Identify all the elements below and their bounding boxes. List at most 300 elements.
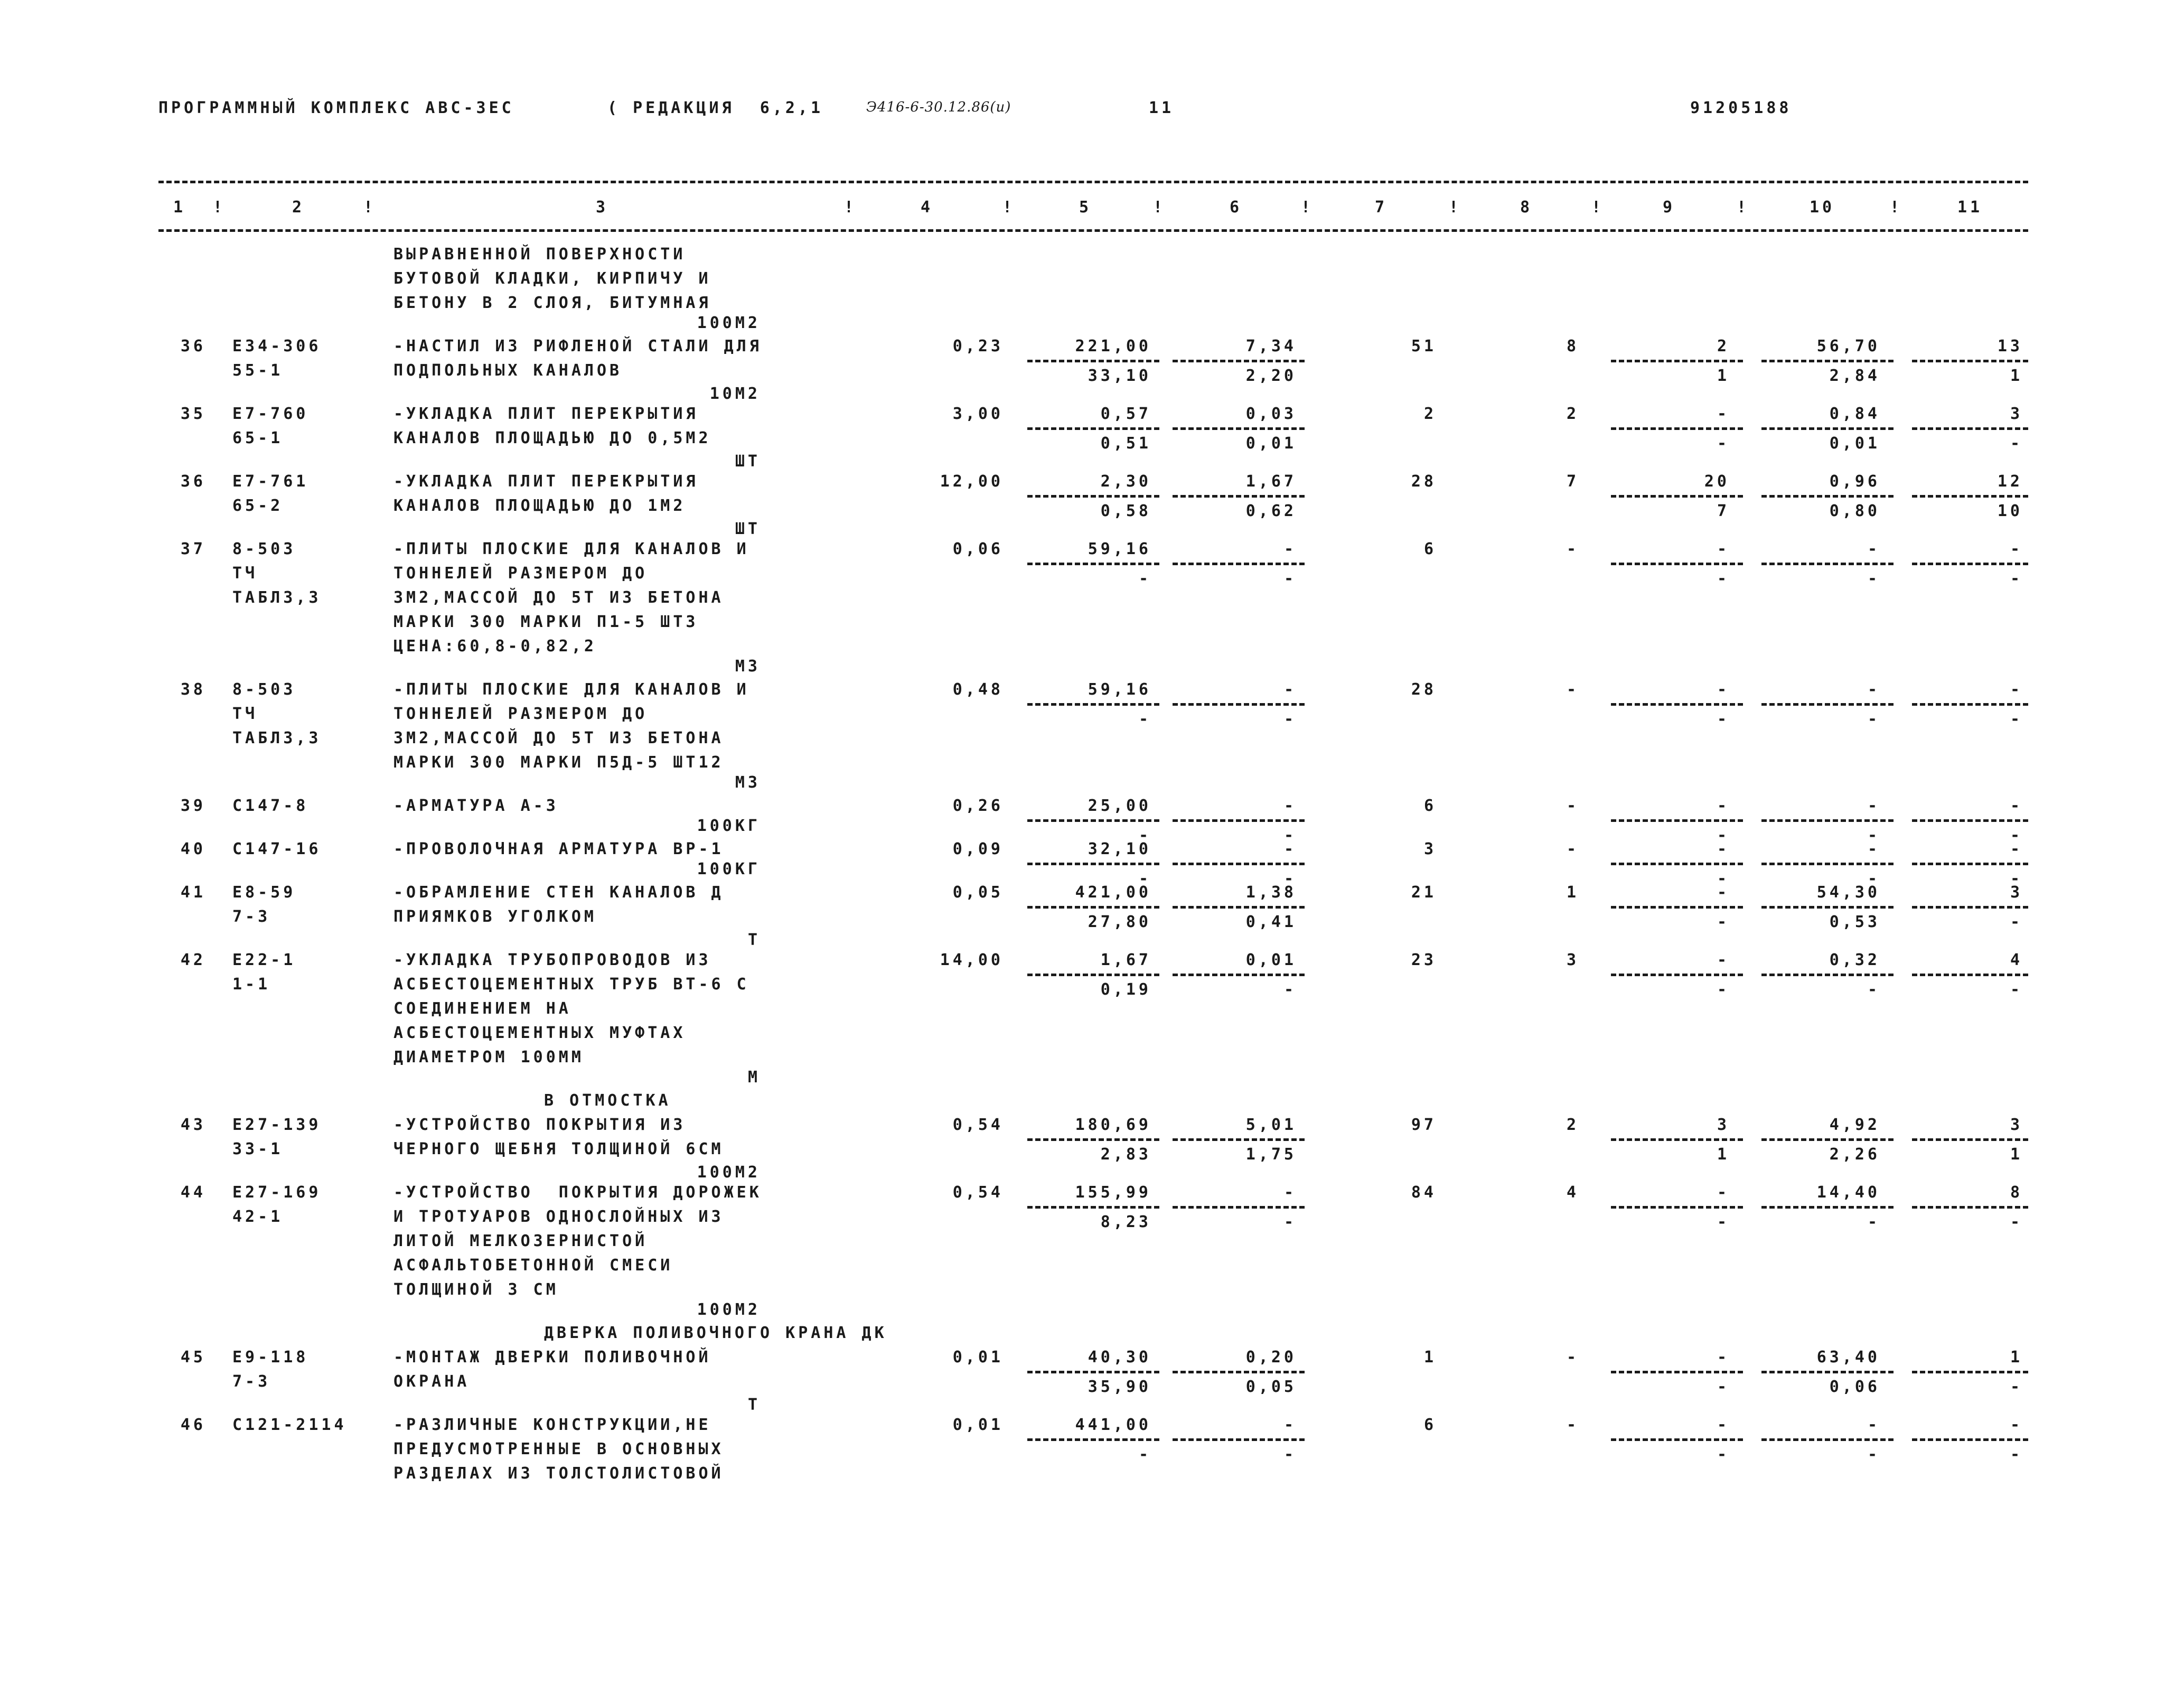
labour-hours-total: - <box>2010 840 2023 858</box>
edition-label: ( РЕДАКЦИЯ 6,2,1 <box>607 99 824 117</box>
subtotal-dash-line <box>1027 906 1159 909</box>
total-cost: 84 <box>1411 1183 1437 1202</box>
machine-total: - <box>1717 1416 1730 1434</box>
column-header-3: 3 <box>595 198 609 217</box>
subtotal-dash-line <box>1761 974 1894 976</box>
subtotal-dash-line <box>1027 1438 1159 1441</box>
work-description: ПРЕДУСМОТРЕННЫЕ В ОСНОВНЫХ <box>393 1440 724 1458</box>
row-number: 42 <box>180 951 206 969</box>
total-cost: 51 <box>1411 337 1437 355</box>
section-heading: ДВЕРКА ПОЛИВОЧНОГО КРАНА ДК <box>544 1324 887 1342</box>
rate-code: 7-3 <box>232 1372 271 1391</box>
rate-code: 65-2 <box>232 497 284 515</box>
subtotal-dash-line <box>1173 1438 1305 1441</box>
unit-cost: 59,16 <box>1088 540 1151 558</box>
unit-machine-wage: - <box>1283 1445 1297 1464</box>
unit-wage: - <box>1138 1445 1151 1464</box>
unit-wage: - <box>1138 710 1151 728</box>
quantity: 3,00 <box>952 405 1004 423</box>
labour-total: 8 <box>1566 337 1579 355</box>
unit-cost: 0,57 <box>1100 405 1151 423</box>
rate-code: 7-3 <box>232 908 271 926</box>
subtotal-dash-line <box>1611 703 1743 706</box>
unit-wage: 0,58 <box>1100 502 1151 520</box>
work-description: -МОНТАЖ ДВЕРКИ ПОЛИВОЧНОЙ <box>393 1348 711 1367</box>
unit-machine-cost: - <box>1283 540 1297 558</box>
header-rule-bottom <box>158 229 2028 232</box>
unit-of-measure: М3 <box>735 657 761 676</box>
unit-machine-wage: 0,62 <box>1245 502 1297 520</box>
unit-machine-wage: - <box>1283 980 1297 999</box>
unit-wage: - <box>1138 569 1151 588</box>
subtotal-dash-line <box>1027 427 1159 430</box>
rate-code: ТАБЛ3,3 <box>232 588 322 607</box>
subtotal-dash-line <box>1761 360 1894 362</box>
unit-of-measure: 100КГ <box>697 860 761 878</box>
labour-hours-total: - <box>2010 540 2023 558</box>
column-separator: ! <box>1300 198 1314 217</box>
unit-of-measure: 100М2 <box>697 1163 761 1182</box>
unit-of-measure: Т <box>747 1396 761 1414</box>
rate-code: ТАБЛ3,3 <box>232 729 322 747</box>
rate-code: Е22-1 <box>232 951 296 969</box>
subtotal-dash-line <box>1611 974 1743 976</box>
unit-of-measure: М <box>747 1068 761 1087</box>
subtotal-dash-line <box>1027 1206 1159 1209</box>
work-description: КАНАЛОВ ПЛОЩАДЬЮ ДО 1М2 <box>393 497 686 515</box>
work-description: ЧЕРНОГО ЩЕБНЯ ТОЛЩИНОЙ 6СМ <box>393 1140 724 1158</box>
total-cost: 28 <box>1411 680 1437 699</box>
rate-code: 33-1 <box>232 1140 284 1158</box>
labour-total: - <box>1566 1416 1579 1434</box>
rate-code: Е7-761 <box>232 472 309 491</box>
quantity: 0,26 <box>952 797 1004 815</box>
column-separator: ! <box>1889 198 1903 217</box>
unit-machine-wage: - <box>1283 710 1297 728</box>
unit-cost: 180,69 <box>1075 1116 1151 1134</box>
unit-wage: 0,19 <box>1100 980 1151 999</box>
header-rule-top <box>158 181 2028 183</box>
unit-of-measure: М3 <box>735 773 761 792</box>
subtotal-dash-line <box>1761 495 1894 498</box>
unit-machine-wage: 0,41 <box>1245 913 1297 931</box>
subtotal-dash-line <box>1611 1206 1743 1209</box>
rate-code: С147-16 <box>232 840 322 858</box>
unit-of-measure: 10М2 <box>709 385 761 403</box>
machine-hours-total: - <box>2010 913 2023 931</box>
subtotal-dash-line <box>1611 563 1743 565</box>
machine-hours-total: 10 <box>1997 502 2023 520</box>
unit-of-measure: ШТ <box>735 520 761 538</box>
quantity: 14,00 <box>940 951 1004 969</box>
labour-hours: 0,84 <box>1829 405 1880 423</box>
unit-machine-cost: 5,01 <box>1245 1116 1297 1134</box>
labour-hours: - <box>1867 797 1880 815</box>
work-description: ТОННЕЛЕЙ РАЗМЕРОМ ДО <box>393 705 648 723</box>
column-header-11: 11 <box>1957 198 1983 217</box>
machine-hours: 0,80 <box>1829 502 1880 520</box>
work-description: МАРКИ 300 МАРКИ П5Д-5 ШТ12 <box>393 753 724 772</box>
subtotal-dash-line <box>1761 1206 1894 1209</box>
work-description: РАЗДЕЛАХ ИЗ ТОЛСТОЛИСТОВОЙ <box>393 1464 724 1483</box>
machine-hours-total: - <box>2010 1213 2023 1231</box>
total-cost: 6 <box>1423 540 1437 558</box>
column-separator: ! <box>1591 198 1605 217</box>
unit-machine-wage: 1,75 <box>1245 1145 1297 1164</box>
machine-total: 3 <box>1717 1116 1730 1134</box>
work-description: ПРИЯМКОВ УГОЛКОМ <box>393 908 597 926</box>
quantity: 0,01 <box>952 1348 1004 1367</box>
machine-hours: - <box>1867 710 1880 728</box>
machine-total: - <box>1717 680 1730 699</box>
unit-machine-cost: - <box>1283 1183 1297 1202</box>
unit-machine-wage: - <box>1283 869 1297 888</box>
subtotal-dash-line <box>1611 360 1743 362</box>
work-description: КАНАЛОВ ПЛОЩАДЬЮ ДО 0,5М2 <box>393 429 711 447</box>
labour-total: - <box>1566 680 1579 699</box>
column-separator: ! <box>1448 198 1462 217</box>
column-separator: ! <box>1736 198 1750 217</box>
machine-wage-total: - <box>1717 1213 1730 1231</box>
unit-of-measure: 100М2 <box>697 314 761 332</box>
unit-machine-cost: - <box>1283 1416 1297 1434</box>
unit-cost: 59,16 <box>1088 680 1151 699</box>
column-header-6: 6 <box>1229 198 1243 217</box>
machine-total: - <box>1717 405 1730 423</box>
subtotal-dash-line <box>1912 1371 2028 1373</box>
total-cost: 28 <box>1411 472 1437 491</box>
subtotal-dash-line <box>1912 906 2028 909</box>
work-description: ЦЕНА:60,8-0,82,2 <box>393 637 597 656</box>
work-description: МАРКИ 300 МАРКИ П1-5 ШТ3 <box>393 613 699 631</box>
row-number: 45 <box>180 1348 206 1367</box>
column-separator: ! <box>1002 198 1016 217</box>
labour-hours: - <box>1867 680 1880 699</box>
rate-code: 8-503 <box>232 680 296 699</box>
subtotal-dash-line <box>1611 495 1743 498</box>
work-description: -РАЗЛИЧНЫЕ КОНСТРУКЦИИ,НЕ <box>393 1416 711 1434</box>
work-description: -ПРОВОЛОЧНАЯ АРМАТУРА ВР-1 <box>393 840 724 858</box>
column-header-2: 2 <box>292 198 305 217</box>
work-description: БЕТОНУ В 2 СЛОЯ, БИТУМНАЯ <box>393 294 711 312</box>
rate-code: Е9-118 <box>232 1348 309 1367</box>
unit-machine-cost: 1,67 <box>1245 472 1297 491</box>
unit-machine-wage: 0,05 <box>1245 1378 1297 1396</box>
page-number: 11 <box>1149 99 1175 117</box>
column-header-8: 8 <box>1520 198 1533 217</box>
work-description: -АРМАТУРА А-3 <box>393 797 559 815</box>
row-number: 35 <box>180 405 206 423</box>
unit-wage: 35,90 <box>1088 1378 1151 1396</box>
unit-machine-cost: 0,03 <box>1245 405 1297 423</box>
rate-code: Е34-306 <box>232 337 322 355</box>
work-description: ПОДПОЛЬНЫХ КАНАЛОВ <box>393 361 623 380</box>
subtotal-dash-line <box>1173 819 1305 822</box>
machine-hours-total: 1 <box>2010 1145 2023 1164</box>
rate-code: С121-2114 <box>232 1416 347 1434</box>
subtotal-dash-line <box>1761 703 1894 706</box>
quantity: 0,23 <box>952 337 1004 355</box>
machine-hours: - <box>1867 1213 1880 1231</box>
work-description: -УКЛАДКА ПЛИТ ПЕРЕКРЫТИЯ <box>393 405 699 423</box>
subtotal-dash-line <box>1027 974 1159 976</box>
unit-machine-wage: - <box>1283 826 1297 845</box>
row-number: 43 <box>180 1116 206 1134</box>
work-description: -УКЛАДКА ТРУБОПРОВОДОВ ИЗ <box>393 951 711 969</box>
labour-hours: 14,40 <box>1816 1183 1880 1202</box>
subtotal-dash-line <box>1761 563 1894 565</box>
unit-of-measure: 100М2 <box>697 1301 761 1319</box>
subtotal-dash-line <box>1173 1138 1305 1141</box>
machine-hours: - <box>1867 869 1880 888</box>
quantity: 0,54 <box>952 1183 1004 1202</box>
unit-wage: 2,83 <box>1100 1145 1151 1164</box>
rate-code: ТЧ <box>232 705 258 723</box>
machine-hours: 0,01 <box>1829 434 1880 453</box>
quantity: 0,05 <box>952 883 1004 902</box>
labour-hours: - <box>1867 840 1880 858</box>
column-separator: ! <box>363 198 377 217</box>
program-name: ПРОГРАММНЫЙ КОМПЛЕКС АВС-3ЕС <box>158 99 514 117</box>
quantity: 0,06 <box>952 540 1004 558</box>
subtotal-dash-line <box>1912 1138 2028 1141</box>
subtotal-dash-line <box>1173 906 1305 909</box>
machine-wage-total: - <box>1717 913 1730 931</box>
machine-hours-total: - <box>2010 1445 2023 1464</box>
subtotal-dash-line <box>1611 819 1743 822</box>
work-description: 3М2,МАССОЙ ДО 5Т ИЗ БЕТОНА <box>393 588 724 607</box>
machine-wage-total: - <box>1717 569 1730 588</box>
machine-wage-total: - <box>1717 710 1730 728</box>
work-description: -ПЛИТЫ ПЛОСКИЕ ДЛЯ КАНАЛОВ И <box>393 680 749 699</box>
unit-wage: - <box>1138 869 1151 888</box>
row-number: 39 <box>180 797 206 815</box>
subtotal-dash-line <box>1173 703 1305 706</box>
subtotal-dash-line <box>1912 1438 2028 1441</box>
subtotal-dash-line <box>1761 863 1894 865</box>
unit-cost: 25,00 <box>1088 797 1151 815</box>
machine-wage-total: 7 <box>1717 502 1730 520</box>
labour-hours-total: 1 <box>2010 1348 2023 1367</box>
unit-cost: 40,30 <box>1088 1348 1151 1367</box>
total-cost: 21 <box>1411 883 1437 902</box>
machine-hours: 2,26 <box>1829 1145 1880 1164</box>
subtotal-dash-line <box>1173 563 1305 565</box>
labour-hours: - <box>1867 1416 1880 1434</box>
document-number: 91205188 <box>1690 99 1792 117</box>
machine-total: - <box>1717 797 1730 815</box>
labour-total: 4 <box>1566 1183 1579 1202</box>
labour-total: 3 <box>1566 951 1579 969</box>
rate-code: 42-1 <box>232 1208 284 1226</box>
total-cost: 6 <box>1423 1416 1437 1434</box>
machine-hours-total: - <box>2010 569 2023 588</box>
unit-wage: - <box>1138 826 1151 845</box>
labour-total: 2 <box>1566 405 1579 423</box>
work-description: ТОЛЩИНОЙ 3 СМ <box>393 1280 559 1299</box>
unit-machine-cost: - <box>1283 680 1297 699</box>
unit-cost: 221,00 <box>1075 337 1151 355</box>
rate-code: Е27-169 <box>232 1183 322 1202</box>
subtotal-dash-line <box>1027 863 1159 865</box>
machine-total: - <box>1717 540 1730 558</box>
subtotal-dash-line <box>1912 819 2028 822</box>
subtotal-dash-line <box>1027 563 1159 565</box>
handwritten-note: Э416-6-30.12.86(и) <box>866 99 1011 115</box>
labour-hours-total: - <box>2010 1416 2023 1434</box>
unit-cost: 421,00 <box>1075 883 1151 902</box>
row-number: 40 <box>180 840 206 858</box>
subtotal-dash-line <box>1761 1438 1894 1441</box>
subtotal-dash-line <box>1173 360 1305 362</box>
unit-cost: 2,30 <box>1100 472 1151 491</box>
subtotal-dash-line <box>1173 495 1305 498</box>
subtotal-dash-line <box>1912 563 2028 565</box>
work-description: -ПЛИТЫ ПЛОСКИЕ ДЛЯ КАНАЛОВ И <box>393 540 749 558</box>
section-heading: В ОТМОСТКА <box>544 1091 671 1110</box>
subtotal-dash-line <box>1912 495 2028 498</box>
quantity: 0,48 <box>952 680 1004 699</box>
subtotal-dash-line <box>1027 819 1159 822</box>
subtotal-dash-line <box>1611 427 1743 430</box>
machine-wage-total: - <box>1717 869 1730 888</box>
machine-hours: - <box>1867 826 1880 845</box>
rate-code: 55-1 <box>232 361 284 380</box>
work-description: ТОННЕЛЕЙ РАЗМЕРОМ ДО <box>393 564 648 583</box>
subtotal-dash-line <box>1761 1138 1894 1141</box>
subtotal-dash-line <box>1611 863 1743 865</box>
work-description: АСФАЛЬТОБЕТОННОЙ СМЕСИ <box>393 1256 673 1275</box>
machine-total: - <box>1717 840 1730 858</box>
rate-code: Е27-139 <box>232 1116 322 1134</box>
machine-wage-total: 1 <box>1717 367 1730 385</box>
unit-cost: 441,00 <box>1075 1416 1151 1434</box>
machine-hours: - <box>1867 1445 1880 1464</box>
unit-machine-cost: 0,20 <box>1245 1348 1297 1367</box>
labour-total: - <box>1566 540 1579 558</box>
labour-hours: 0,32 <box>1829 951 1880 969</box>
subtotal-dash-line <box>1761 906 1894 909</box>
column-separator: ! <box>843 198 857 217</box>
unit-wage: 27,80 <box>1088 913 1151 931</box>
total-cost: 6 <box>1423 797 1437 815</box>
labour-hours-total: - <box>2010 797 2023 815</box>
labour-hours: 54,30 <box>1816 883 1880 902</box>
total-cost: 3 <box>1423 840 1437 858</box>
total-cost: 2 <box>1423 405 1437 423</box>
labour-total: - <box>1566 840 1579 858</box>
subtotal-dash-line <box>1912 1206 2028 1209</box>
subtotal-dash-line <box>1027 495 1159 498</box>
column-header-1: 1 <box>173 198 186 217</box>
work-description: ЛИТОЙ МЕЛКОЗЕРНИСТОЙ <box>393 1232 648 1250</box>
machine-hours: - <box>1867 980 1880 999</box>
unit-machine-cost: - <box>1283 797 1297 815</box>
labour-hours-total: 13 <box>1997 337 2023 355</box>
labour-hours-total: - <box>2010 680 2023 699</box>
machine-hours-total: - <box>2010 1378 2023 1396</box>
subtotal-dash-line <box>1912 974 2028 976</box>
work-description: СОЕДИНЕНИЕМ НА <box>393 999 571 1018</box>
labour-hours-total: 3 <box>2010 1116 2023 1134</box>
subtotal-dash-line <box>1912 703 2028 706</box>
work-description: ВЫРАВНЕННОЙ ПОВЕРХНОСТИ <box>393 245 686 264</box>
subtotal-dash-line <box>1611 1438 1743 1441</box>
row-number: 37 <box>180 540 206 558</box>
subtotal-dash-line <box>1912 427 2028 430</box>
machine-total: - <box>1717 951 1730 969</box>
rate-code: ТЧ <box>232 564 258 583</box>
unit-cost: 32,10 <box>1088 840 1151 858</box>
subtotal-dash-line <box>1761 819 1894 822</box>
row-number: 46 <box>180 1416 206 1434</box>
work-description: И ТРОТУАРОВ ОДНОСЛОЙНЫХ ИЗ <box>393 1208 724 1226</box>
row-number: 41 <box>180 883 206 902</box>
rate-code: С147-8 <box>232 797 309 815</box>
machine-total: - <box>1717 1183 1730 1202</box>
subtotal-dash-line <box>1027 1371 1159 1373</box>
unit-machine-wage: - <box>1283 1213 1297 1231</box>
subtotal-dash-line <box>1027 360 1159 362</box>
machine-hours-total: - <box>2010 980 2023 999</box>
column-header-5: 5 <box>1079 198 1092 217</box>
machine-total: 2 <box>1717 337 1730 355</box>
subtotal-dash-line <box>1611 1371 1743 1373</box>
total-cost: 97 <box>1411 1116 1437 1134</box>
column-header-10: 10 <box>1809 198 1835 217</box>
work-description: -НАСТИЛ ИЗ РИФЛЕНОЙ СТАЛИ ДЛЯ <box>393 337 762 355</box>
machine-wage-total: - <box>1717 1378 1730 1396</box>
machine-hours-total: - <box>2010 826 2023 845</box>
machine-hours: 2,84 <box>1829 367 1880 385</box>
subtotal-dash-line <box>1611 906 1743 909</box>
row-number: 44 <box>180 1183 206 1202</box>
quantity: 0,09 <box>952 840 1004 858</box>
labour-total: 1 <box>1566 883 1579 902</box>
work-description: -УСТРОЙСТВО ПОКРЫТИЯ ДОРОЖЕК <box>393 1183 762 1202</box>
unit-machine-wage: 2,20 <box>1245 367 1297 385</box>
work-description: ОКРАНА <box>393 1372 470 1391</box>
column-header-9: 9 <box>1662 198 1676 217</box>
work-description: АСБЕСТОЦЕМЕНТНЫХ МУФТАХ <box>393 1024 686 1042</box>
labour-total: 7 <box>1566 472 1579 491</box>
work-description: АСБЕСТОЦЕМЕНТНЫХ ТРУБ ВТ-6 С <box>393 975 749 994</box>
subtotal-dash-line <box>1173 1371 1305 1373</box>
labour-hours-total: 12 <box>1997 472 2023 491</box>
labour-hours-total: 4 <box>2010 951 2023 969</box>
machine-hours: 0,53 <box>1829 913 1880 931</box>
unit-machine-wage: 0,01 <box>1245 434 1297 453</box>
machine-hours: 0,06 <box>1829 1378 1880 1396</box>
unit-machine-cost: 0,01 <box>1245 951 1297 969</box>
machine-total: - <box>1717 883 1730 902</box>
work-description: БУТОВОЙ КЛАДКИ, КИРПИЧУ И <box>393 269 711 288</box>
rate-code: 8-503 <box>232 540 296 558</box>
machine-total: - <box>1717 1348 1730 1367</box>
subtotal-dash-line <box>1611 1138 1743 1141</box>
machine-wage-total: - <box>1717 826 1730 845</box>
quantity: 0,54 <box>952 1116 1004 1134</box>
work-description: ДИАМЕТРОМ 100ММ <box>393 1048 584 1066</box>
work-description: -УКЛАДКА ПЛИТ ПЕРЕКРЫТИЯ <box>393 472 699 491</box>
machine-total: 20 <box>1704 472 1730 491</box>
column-header-4: 4 <box>920 198 934 217</box>
quantity: 0,01 <box>952 1416 1004 1434</box>
machine-hours: - <box>1867 569 1880 588</box>
labour-hours: 0,96 <box>1829 472 1880 491</box>
labour-hours-total: 3 <box>2010 883 2023 902</box>
labour-hours: - <box>1867 540 1880 558</box>
